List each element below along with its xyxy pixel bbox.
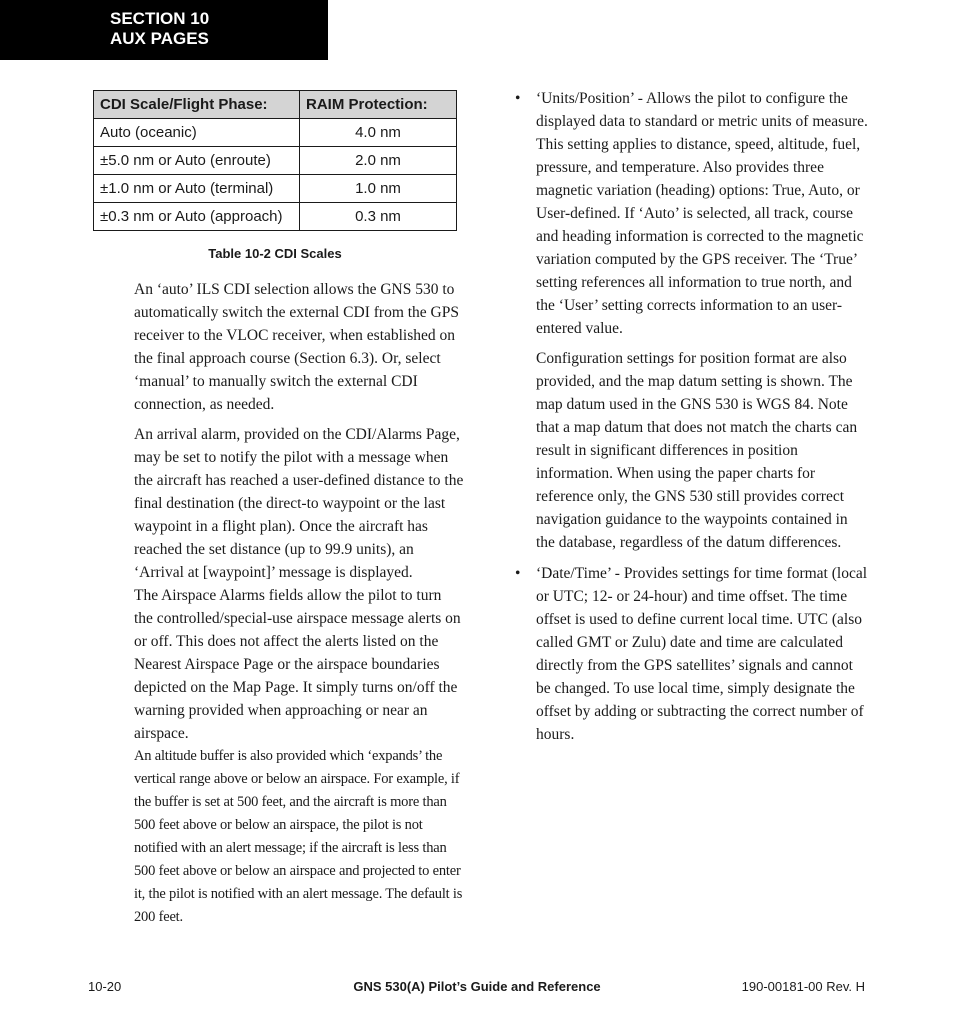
- paragraph-altitude-buffer: An altitude buffer is also provided which ‘expands’ the vertical range above or below an airspace. For example, if the buffer is set at 500 feet, and the aircraft is more than 500 feet above or below an airspace, the pilot is not notified with an alert message; if the aircraft is less than 500 feet above or below an airspace and projected to enter it, the pilot is notified with an alert message. The default is 200 feet.: [134, 748, 463, 925]
- cdi-scales-table: [93, 90, 457, 231]
- paragraph-date-time: ‘Date/Time’ - Provides settings for time format (local or UTC; 12- or 24-hour) and time offset. The time offset is used to define current local time. UTC (also called GMT or Zulu) date and time are calculated directly from the GPS satellites’ signals and cannot be changed. To use local time, simply designate the offset by adding or subtracting the correct number of hours.: [536, 565, 868, 743]
- bullet-marker: •: [515, 565, 521, 582]
- paragraph-position-format: Configuration settings for position format are also provided, and the map datum setting is shown. The map datum used in the GNS 530 is WGS 84. Note that a map datum that does not match the charts can result in significant differences in position information. When using the paper charts for reference only, the GNS 530 still provides correct navigation guidance to the waypoints contained in the database, regardless of the datum differences.: [536, 350, 858, 551]
- section-title: AUX PAGES: [110, 29, 209, 48]
- paragraph-ils-cdi: An ‘auto’ ILS CDI selection allows the GNS 530 to automatically switch the external CDI from the GPS receiver to the VLOC receiver, when established on the final approach course (Section 6.3). Or, select ‘manual’ to manually switch the external CDI connection, as needed.: [134, 281, 459, 413]
- cell-raim: 1.0 nm: [300, 175, 457, 203]
- bullet-date-time: [515, 562, 870, 746]
- header-cdi-scale: CDI Scale/Flight Phase:: [94, 91, 300, 119]
- bullet-marker: •: [515, 90, 521, 107]
- right-column: [515, 87, 870, 746]
- cell-raim: 2.0 nm: [300, 147, 457, 175]
- cell-flight-phase: ±0.3 nm or Auto (approach): [94, 203, 300, 231]
- cell-raim: 4.0 nm: [300, 119, 457, 147]
- document-number: 190-00181-00 Rev. H: [741, 979, 865, 994]
- cell-raim: 0.3 nm: [300, 203, 457, 231]
- table-caption: Table 10-2 CDI Scales: [208, 246, 342, 261]
- paragraph-units-position: ‘Units/Position’ - Allows the pilot to configure the displayed data to standard or metric units of measure. This setting applies to distance, speed, altitude, fuel, pressure, and temperature. Also provides three magnetic variation (heading) options: True, Auto, or User-defined. If ‘Auto’ is selected, all track, course and heading information is corrected to the magnetic variation computed by the GPS receiver. The ‘True’ setting references all information to true north, and the ‘User’ setting corrects information to an user-entered value.: [536, 90, 868, 337]
- table-header-row: [94, 91, 457, 119]
- bullet-units-position: [515, 87, 870, 340]
- table-row: [94, 119, 457, 147]
- cell-flight-phase: ±5.0 nm or Auto (enroute): [94, 147, 300, 175]
- table-row: [94, 203, 457, 231]
- section-number: SECTION 10: [110, 9, 210, 28]
- cell-flight-phase: ±1.0 nm or Auto (terminal): [94, 175, 300, 203]
- table-row: [94, 147, 457, 175]
- section-tab: [0, 0, 328, 60]
- page-number: 10-20: [88, 979, 122, 994]
- header-raim-protection: RAIM Protection:: [300, 91, 457, 119]
- table-row: [94, 175, 457, 203]
- left-column: [134, 278, 464, 929]
- paragraph-arrival-alarm: An arrival alarm, provided on the CDI/Alarms Page, may be set to notify the pilot with a message when the aircraft has reached a user-defined distance to the final destination (the direct-to waypoint or the last waypoint in a flight plan). Once the aircraft has reached the set distance (up to 99.9 units), an ‘Arrival at [waypoint]’ message is displayed.: [134, 426, 464, 581]
- cell-flight-phase: Auto (oceanic): [94, 119, 300, 147]
- page-footer: [0, 979, 954, 999]
- footer-title: GNS 530(A) Pilot’s Guide and Reference: [353, 979, 601, 994]
- paragraph-airspace-alarms: The Airspace Alarms fields allow the pilot to turn the controlled/special-use airspace message alerts on or off. This does not affect the alerts listed on the Nearest Airspace Page or the airspace boundaries depicted on the Map Page. It simply turns on/off the warning provided when approaching or near an airspace.: [134, 587, 461, 742]
